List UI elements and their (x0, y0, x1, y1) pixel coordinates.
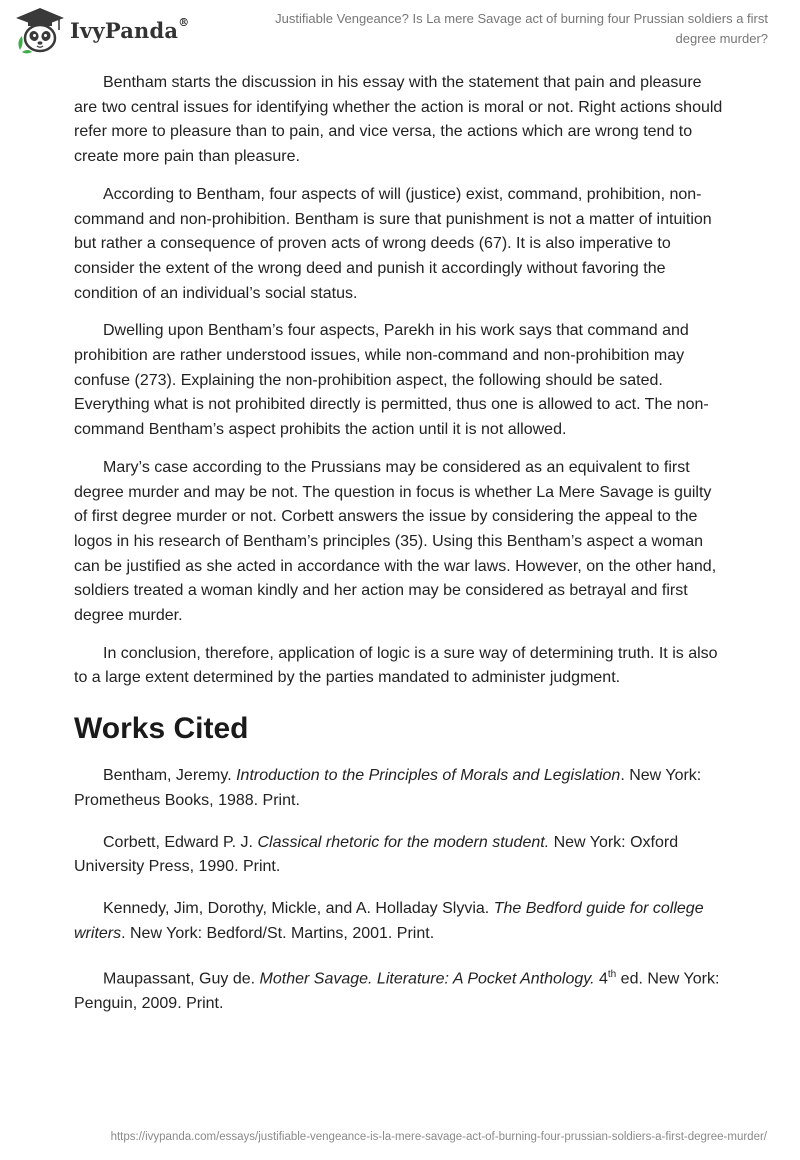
registered-mark: ® (178, 15, 190, 29)
citation-edition: 4 (594, 970, 608, 988)
citation-details: . New York: Prometheus Books, 1988. Print. (74, 767, 702, 809)
citation-entry (74, 831, 726, 880)
citation-title: Introduction to the Principles of Morals and Legislation (236, 767, 621, 785)
logo-wordmark: IvyPanda® (70, 15, 190, 43)
citation-author: Corbett, Edward P. J. (103, 833, 258, 851)
citation-entry (74, 963, 726, 1017)
works-cited-heading: Works Cited (74, 712, 249, 746)
citation-details: ed. New York: Penguin, 2009. Print. (74, 970, 720, 1013)
citation-details: New York: Oxford University Press, 1990. Print. (74, 833, 679, 876)
running-title: Justifiable Vengeance? Is La mere Savage act of burning four Prussian soldiers a first degree murder? (275, 11, 768, 46)
citation-author: Bentham, Jeremy. (103, 767, 237, 785)
source-url[interactable]: https://ivypanda.com/essays/justifiable-vengeance-is-la-mere-savage-act-of-burning-four-prussian-soldiers-a-first-degree-murder/ (110, 1131, 767, 1143)
body-paragraph: According to Bentham, four aspects of will (justice) exist, command, prohibition, non-command and non-prohibition. Bentham is sure that punishment is not a matter of intuition but rather a consequence of proven acts of wrong deeds (67). It is also imperative to consider the extent of the wrong deed and punish it accordingly without favoring the condition of an individual’s social status. (74, 185, 712, 302)
panda-graduate-icon (14, 6, 66, 54)
citation-entry (74, 897, 726, 946)
citation-title: Classical rhetoric for the modern student. (257, 833, 550, 851)
citation-edition-suffix: th (607, 969, 617, 981)
body-paragraph: Mary’s case according to the Prussians may be considered as an equivalent to first degree murder and may be not. The question in focus is whether La Mere Savage is guilty of first degree murder or not. Corbett answers the issue by considering the appeal to the logos in his research of Bentham’s principles (35). Using this Bentham’s aspect a woman can be justified as she acted in accordance with the war laws. However, on the other hand, soldiers treated a woman kindly and her action may be considered as betrayal and first degree murder. (74, 458, 717, 625)
citation-title: Mother Savage. Literature: A Pocket Anthology. (259, 970, 595, 988)
citation-author: Kennedy, Jim, Dorothy, Mickle, and A. Holladay Slyvia. (103, 899, 494, 917)
citation-entry (74, 764, 726, 813)
body-paragraph: Dwelling upon Bentham’s four aspects, Parekh in his work says that command and prohibition are rather understood issues, while non-command and non-prohibition may confuse (273). Explaining the non-prohibition aspect, the following should be sated. Everything what is not prohibited directly is permitted, thus one is allowed to act. The non-command Bentham’s aspect prohibits the action until it is not allowed. (74, 322, 709, 439)
ivypanda-logo[interactable] (14, 6, 189, 54)
citation-author: Maupassant, Guy de. (103, 970, 260, 988)
body-paragraph: In conclusion, therefore, application of logic is a sure way of determining truth. It is also to a large extent determined by the parties mandated to administer judgment. (74, 644, 718, 687)
body-paragraph: Bentham starts the discussion in his essay with the statement that pain and pleasure are two central issues for identifying whether the action is moral or not. Right actions should refer more to pleasure than to pain, and vice versa, the actions which are wrong tend to create more pain than pleasure. (74, 74, 723, 166)
citation-details: . New York: Bedford/St. Martins, 2001. Print. (121, 924, 435, 942)
page-header (0, 0, 800, 60)
citation-title: The Bedford guide for college writers (74, 899, 704, 942)
essay-content (74, 71, 726, 1034)
